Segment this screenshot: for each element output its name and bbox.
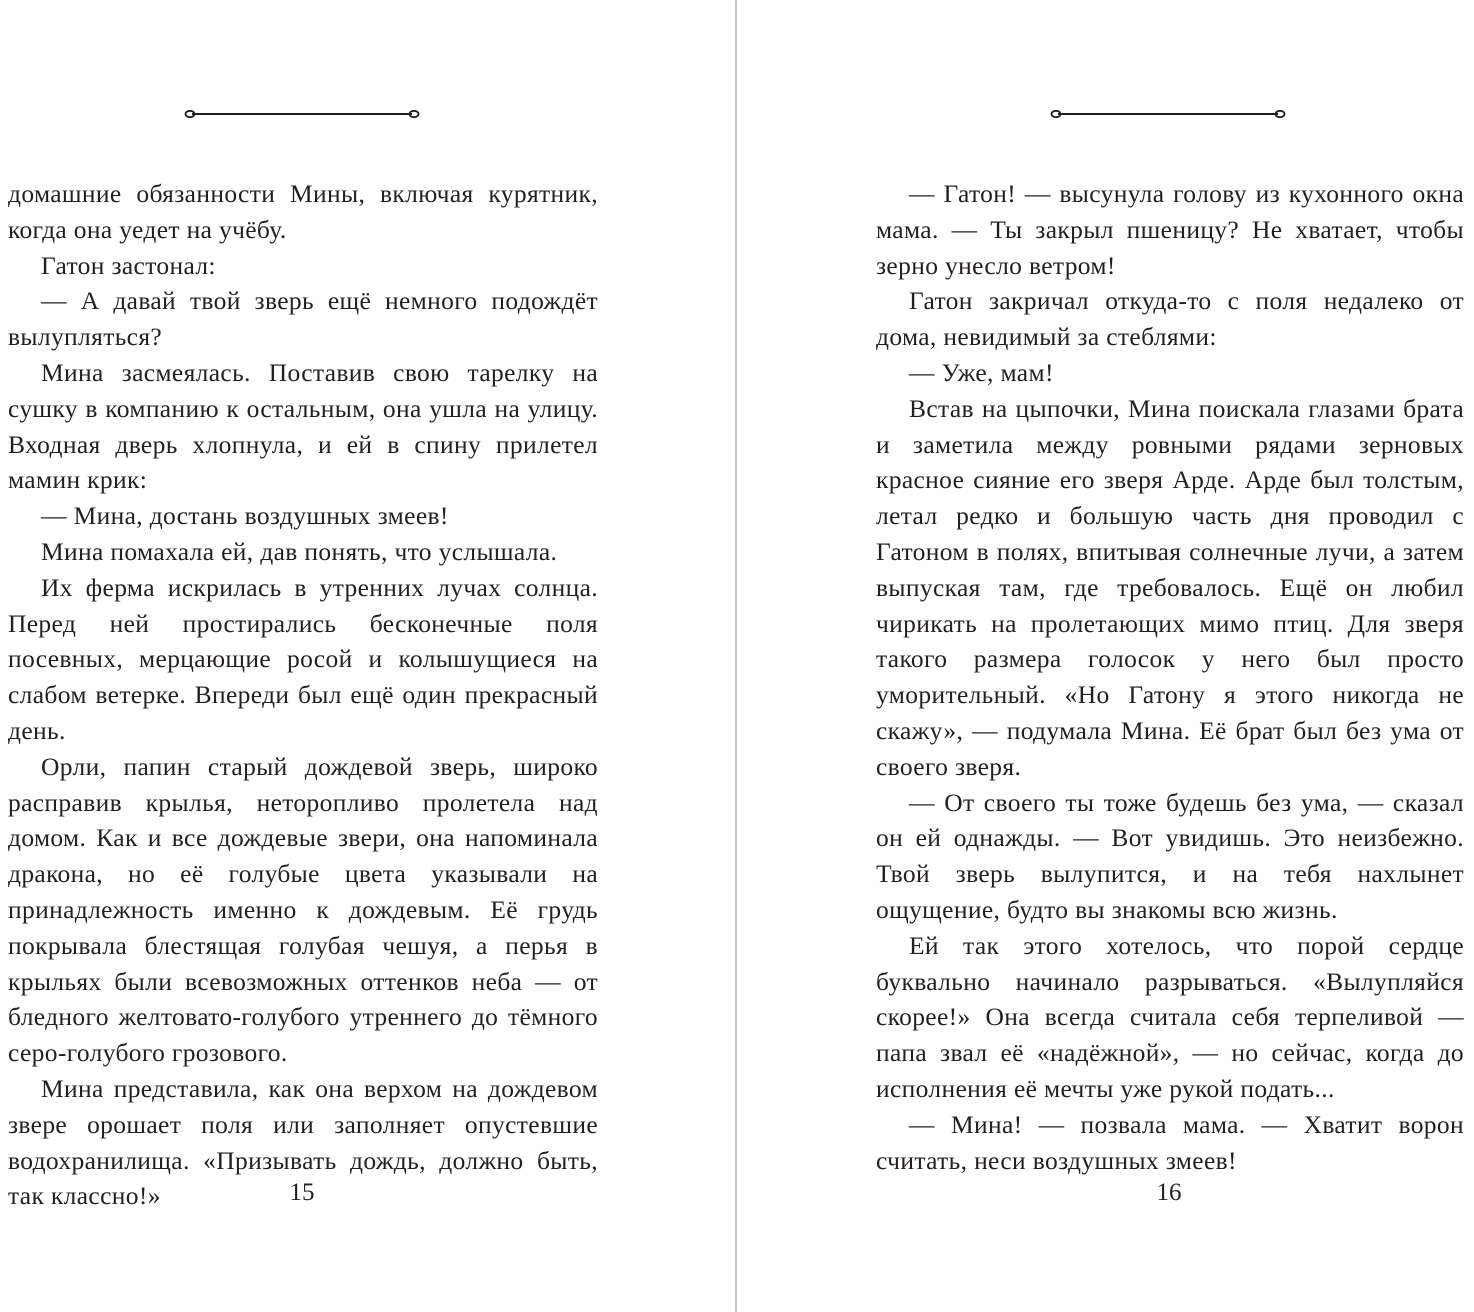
paragraph: — Мина! — позвала мама. — Хватит ворон считать, неси воздушных змеев!	[876, 1109, 1464, 1175]
page-number: 16	[1156, 1179, 1182, 1206]
right-page-text	[876, 176, 1464, 1178]
paragraph: — От своего ты тоже будешь без ума, — сказал он ей однажды. — Вот увидишь. Это неизбежно. Твой зверь вылупится, и на тебя нахлынет ощущение, будто вы знакомы всю жизнь.	[876, 787, 1464, 924]
paragraph: домашние обязанности Мины, включая курятник, когда она уедет на учёбу.	[8, 179, 598, 244]
paragraph: Мина засмеялась. Поставив свою тарелку на сушку в компанию к остальным, она ушла на улицу. Входная дверь хлопнула, и ей в спину прилетел мамин крик:	[8, 357, 598, 495]
page-number: 15	[289, 1179, 315, 1206]
left-page	[0, 0, 736, 1312]
paragraph: Гатон закричал откуда-то с поля недалеко от дома, невидимый за стеблями:	[876, 286, 1464, 352]
paragraph: — Уже, мам!	[909, 357, 1054, 387]
paragraph: — А давай твой зверь ещё немного подождёт вылупляться?	[8, 286, 598, 352]
left-page-text	[8, 176, 598, 1214]
paragraph: — Мина, достань воздушных змеев!	[41, 501, 449, 531]
right-page	[737, 0, 1474, 1312]
header-ornament-icon	[184, 106, 420, 122]
paragraph: Их ферма искрилась в утренних лучах солнца. Перед ней простирались бесконечные поля посевных, мерцающие росой и колышущиеся на слабом ветерке. Впереди был ещё один прекрасный день.	[8, 572, 598, 745]
paragraph: Ей так этого хотелось, что порой сердце буквально начинало разрываться. «Вылупляйся скорее!» Она всегда считала себя терпеливой — папа звал её «надёжной», — но сейчас, когда до исполнения её мечты уже рукой подать...	[876, 930, 1464, 1103]
paragraph: — Гатон! — высунула голову из кухонного окна мама. — Ты закрыл пшеницу? Не хватает, чтобы зерно унесло ветром!	[876, 179, 1464, 280]
paragraph: Встав на цыпочки, Мина поискала глазами брата и заметила между ровными рядами зерновых красное сияние его зверя Арде. Арде был толстым, летал редко и большую часть дня проводил с Гатоном в полях, впитывая солнечные лучи, а затем выпуская там, где требовалось. Ещё он любил чирикать на пролетающих мимо птиц. Для зверя такого размера голосок у него был просто уморительный. «Но Гатону я этого никогда не скажу», — подумала Мина. Её брат был без ума от своего зверя.	[876, 393, 1464, 781]
paragraph: Мина помахала ей, дав понять, что услышала.	[41, 536, 558, 566]
paragraph: Орли, папин старый дождевой зверь, широко расправив крылья, неторопливо пролетела над домом. Как и все дождевые звери, она напоминала дракона, но её голубые цвета указывали на принадлежность именно к дождевым. Её грудь покрывала блестящая голубая чешуя, а перья в крыльях были всевозможных оттенков неба — от бледного желтовато-голубого утреннего до тёмного серо-голубого грозового.	[8, 751, 598, 1068]
paragraph: Мина представила, как она верхом на дождевом звере орошает поля или заполняет опустевшие водохранилища. «Призывать дождь, должно быть, так классно!»	[8, 1073, 598, 1211]
paragraph: Гатон застонал:	[41, 250, 216, 280]
header-ornament-icon	[1050, 106, 1286, 122]
